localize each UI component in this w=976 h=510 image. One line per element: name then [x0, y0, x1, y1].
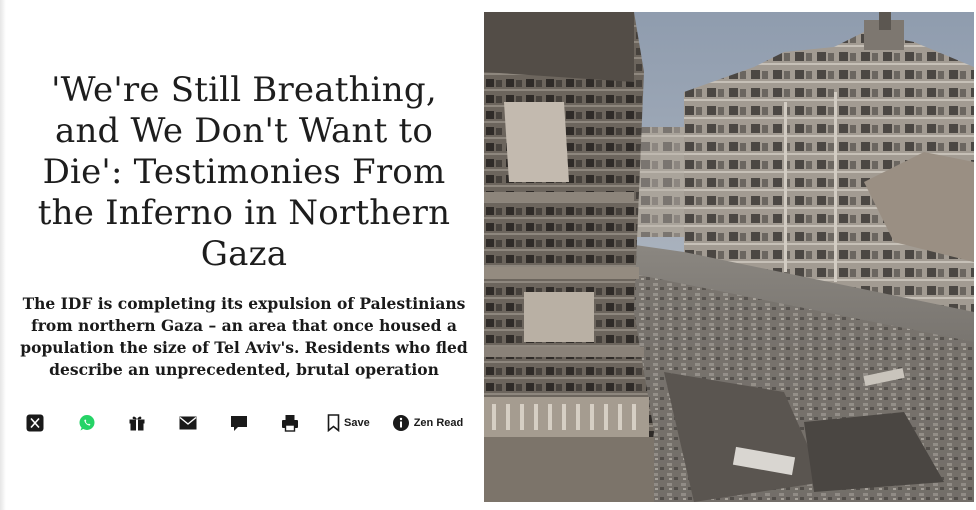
hero-photo [484, 12, 974, 502]
share-whatsapp-button[interactable] [76, 411, 98, 435]
zen-read-button[interactable] [392, 411, 464, 435]
share-email-button[interactable] [177, 411, 199, 435]
gift-icon [128, 414, 146, 432]
article-headline: 'We're Still Breathing, and We Don't Want to Die': Testimonies From the Inferno in Northern Gaza [37, 70, 451, 274]
destroyed-street-photo [484, 12, 974, 502]
print-button[interactable] [279, 411, 301, 435]
save-button[interactable] [327, 411, 370, 435]
share-x-button[interactable] [24, 411, 46, 435]
save-label: Save [344, 417, 370, 429]
zen-read-label: Zen Read [413, 417, 464, 429]
whatsapp-icon [78, 414, 96, 432]
page-edge-shadow [0, 0, 6, 510]
info-icon [392, 414, 410, 432]
share-toolbar [24, 410, 474, 436]
x-logo-icon [26, 414, 44, 432]
bookmark-icon [327, 414, 340, 432]
print-icon [281, 414, 299, 432]
article-header [14, 70, 474, 381]
gift-article-button[interactable] [126, 411, 148, 435]
mail-icon [179, 416, 197, 430]
comments-button[interactable] [228, 411, 250, 435]
comment-icon [230, 414, 248, 432]
article-subheadline: The IDF is completing its expulsion of Palestinians from northern Gaza – an area that once housed a population the size of Tel Aviv's. Residents who fled describe an unprecedented, brutal operation [20, 294, 468, 379]
